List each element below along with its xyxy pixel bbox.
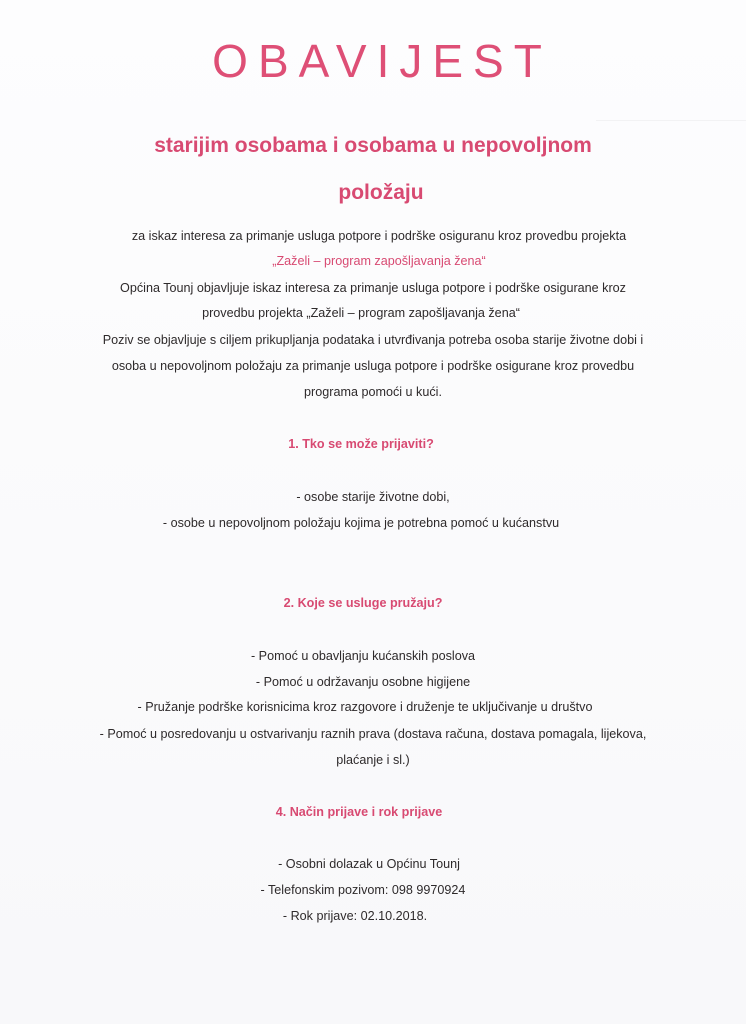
section-1-heading: 1. Tko se može prijaviti? — [288, 437, 434, 451]
intro-line-3: Općina Tounj objavljuje iskaz interesa za primanje usluga potpore i podrške osigurane kroz — [120, 281, 626, 295]
subtitle-line-2: položaju — [338, 181, 424, 204]
section-2-heading: 2. Koje se usluge pružaju? — [283, 596, 443, 610]
intro-line-5: Poziv se objavljuje s ciljem prikupljanja podataka i utvrđivanja potreba osoba starije životne dobi i — [102, 333, 644, 347]
section-2-item: - Pomoć u posredovanju u ostvarivanju raznih prava (dostava računa, dostava pomagala, lijekova, — [99, 727, 647, 741]
intro-line-4: provedbu projekta „Zaželi – program zapošljavanja žena“ — [202, 306, 520, 320]
section-2-item: - Pomoć u održavanju osobne higijene — [255, 675, 471, 689]
page-title: OBAVIJEST — [212, 35, 552, 87]
section-1-item: - osobe starije životne dobi, — [296, 490, 450, 504]
intro-line-1: za iskaz interesa za primanje usluga potpore i podrške osiguranu kroz provedbu projekta — [131, 229, 627, 243]
section-4-item: - Osobni dolazak u Općinu Tounj — [278, 857, 460, 871]
section-4-heading: 4. Način prijave i rok prijave — [275, 805, 443, 819]
intro-line-6: osoba u nepovoljnom položaju za primanje usluga potpore i podrške osigurane kroz provedbu — [111, 359, 635, 373]
section-2-item: - Pomoć u obavljanju kućanskih poslova — [250, 649, 475, 663]
section-4-item: - Telefonskim pozivom: 098 9970924 — [260, 883, 466, 897]
section-1-item: - osobe u nepovoljnom položaju kojima je potrebna pomoć u kućanstvu — [162, 516, 560, 530]
intro-line-7: programa pomoći u kući. — [304, 385, 442, 399]
section-2-item: - Pružanje podrške korisnicima kroz razgovore i druženje te uključivanje u društvo — [137, 700, 593, 714]
subtitle-line-1: starijim osobama i osobama u nepovoljnom — [154, 134, 592, 157]
intro-project-name: „Zaželi – program zapošljavanja žena“ — [272, 254, 486, 268]
section-2-item: plaćanje i sl.) — [336, 753, 410, 767]
section-4-item: - Rok prijave: 02.10.2018. — [282, 909, 428, 923]
